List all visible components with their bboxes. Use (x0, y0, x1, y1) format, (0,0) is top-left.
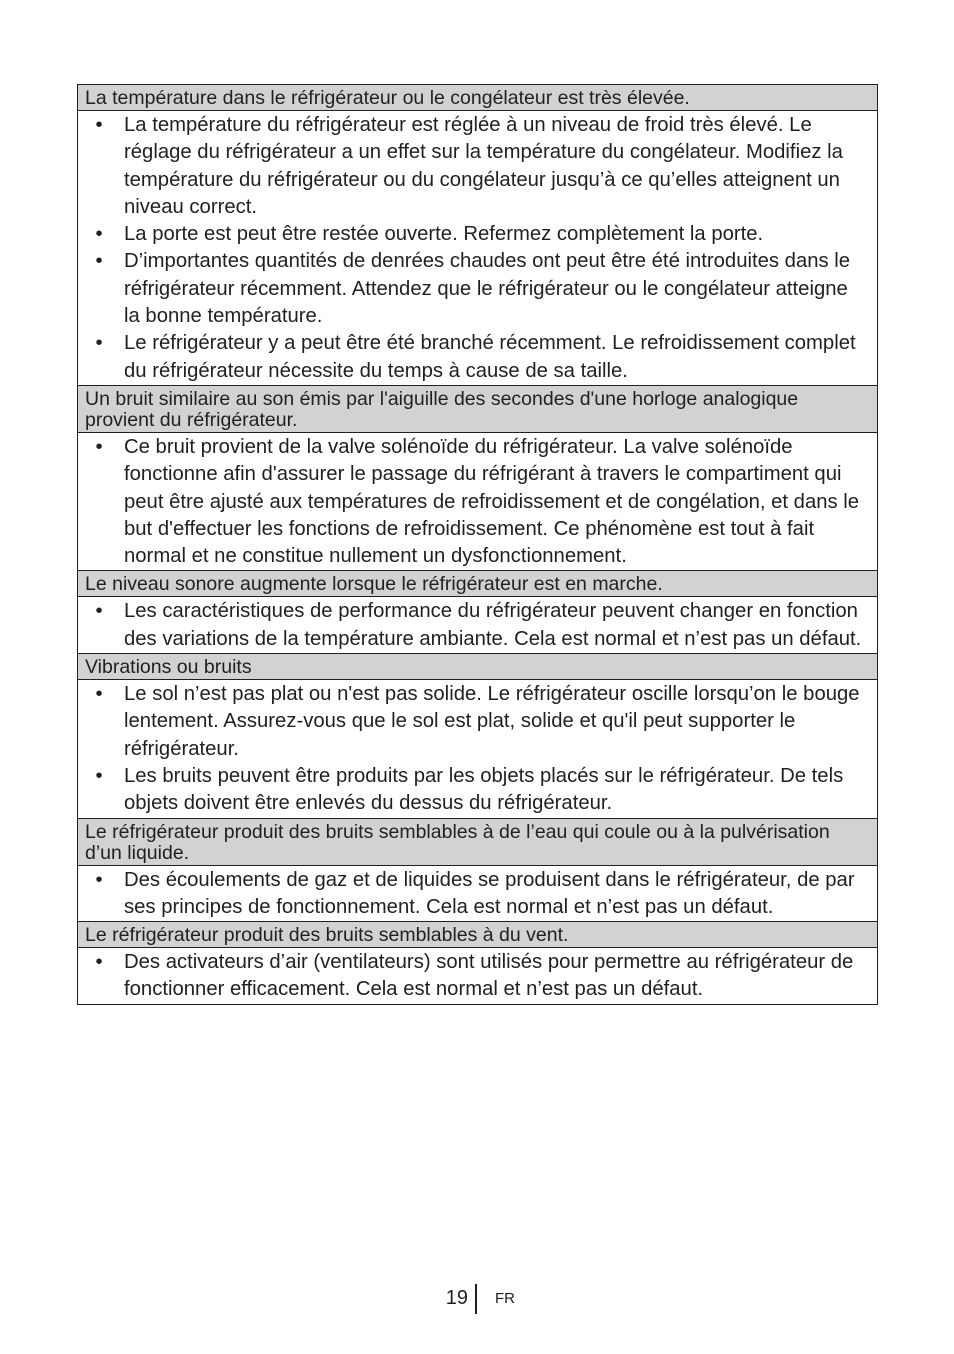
list-item-text: Ce bruit provient de la valve solénoïde du réfrigérateur. La valve solénoïde fonctionne afin d'assurer le passage du réfrigérant à travers le compartiment qui peut être ajusté aux températures de refroidissement et de congélation, et dans le but d'effectuer les fonctions de refroidissement. Ce phénomène est tout à fait normal et ne constitue nullement un dysfonctionnement. (124, 435, 860, 568)
section-heading: Vibrations ou bruits (78, 654, 877, 680)
section-body (78, 111, 877, 386)
section-body (78, 433, 877, 571)
footer-divider (475, 1284, 477, 1314)
list-item-text: Des écoulements de gaz et de liquides se produisent dans le réfrigérateur, de par ses principes de fonctionnement. Cela est normal et n’est pas un défaut. (124, 868, 855, 918)
list-item-text: Le réfrigérateur y a peut être été branché récemment. Le refroidissement complet du réfrigérateur nécessite du temps à cause de sa taille. (124, 332, 856, 382)
section-heading: La température dans le réfrigérateur ou le congélateur est très élevée. (78, 85, 877, 111)
page-footer (0, 1284, 954, 1314)
troubleshooting-table (77, 84, 878, 1005)
list-item (86, 681, 869, 763)
list-item-text: La température du réfrigérateur est réglée à un niveau de froid très élevé. Le réglage du réfrigérateur a un effet sur la température du congélateur. Modifiez la température du réfrigérateur ou du congélateur jusqu’à ce qu’elles atteignent un niveau correct. (124, 114, 843, 218)
list-item (86, 763, 869, 818)
list-item (86, 112, 869, 221)
section-body (78, 948, 877, 1005)
bullet-icon: • (95, 683, 103, 706)
list-item (86, 221, 869, 248)
bullet-icon: • (95, 114, 103, 136)
bullet-icon: • (95, 868, 103, 891)
list-item (86, 248, 869, 330)
section-heading: Le réfrigérateur produit des bruits semblables à de l’eau qui coule ou à la pulvérisation d’un liquide. (78, 819, 877, 866)
bullet-icon: • (95, 951, 103, 974)
list-item (86, 949, 869, 1004)
list-item-text: Le sol n’est pas plat ou n'est pas solide. Le réfrigérateur oscille lorsqu’on le bouge lentement. Assurez-vous que le sol est plat, solide et qu'il peut supporter le réfrigérateur. (124, 683, 860, 760)
bullet-icon: • (95, 764, 103, 787)
section-body (78, 866, 877, 923)
list-item (86, 434, 869, 570)
bullet-icon: • (95, 435, 103, 458)
list-item (86, 598, 869, 653)
list-item-text: La porte est peut être restée ouverte. Refermez complètement la porte. (124, 223, 764, 246)
page-number: 19 (445, 1287, 468, 1309)
section-heading: Le réfrigérateur produit des bruits semblables à du vent. (78, 922, 877, 948)
language-code: FR (495, 1290, 515, 1307)
section-body (78, 680, 877, 818)
list-item (86, 867, 869, 922)
list-item-text: D’importantes quantités de denrées chaudes ont peut être été introduites dans le réfrigérateur récemment. Attendez que le réfrigérateur ou le congélateur atteigne la bonne température. (124, 250, 851, 328)
list-item-text: Des activateurs d’air (ventilateurs) sont utilisés pour permettre au réfrigérateur de fonctionner efficacement. Cela est normal et n’est pas un défaut. (124, 951, 854, 1001)
bullet-icon: • (95, 332, 103, 355)
section-body (78, 597, 877, 654)
bullet-icon: • (95, 600, 103, 623)
section-heading: Le niveau sonore augmente lorsque le réfrigérateur est en marche. (78, 571, 877, 597)
bullet-icon: • (95, 223, 103, 246)
list-item-text: Les caractéristiques de performance du réfrigérateur peuvent changer en fonction des variations de la température ambiante. Cela est normal et n’est pas un défaut. (124, 600, 862, 650)
list-item-text: Les bruits peuvent être produits par les objets placés sur le réfrigérateur. De tels objets doivent être enlevés du dessus du réfrigérateur. (124, 764, 844, 815)
list-item (86, 330, 869, 385)
section-heading: Un bruit similaire au son émis par l'aiguille des secondes d'une horloge analogique provient du réfrigérateur. (78, 386, 877, 433)
bullet-icon: • (95, 250, 103, 273)
